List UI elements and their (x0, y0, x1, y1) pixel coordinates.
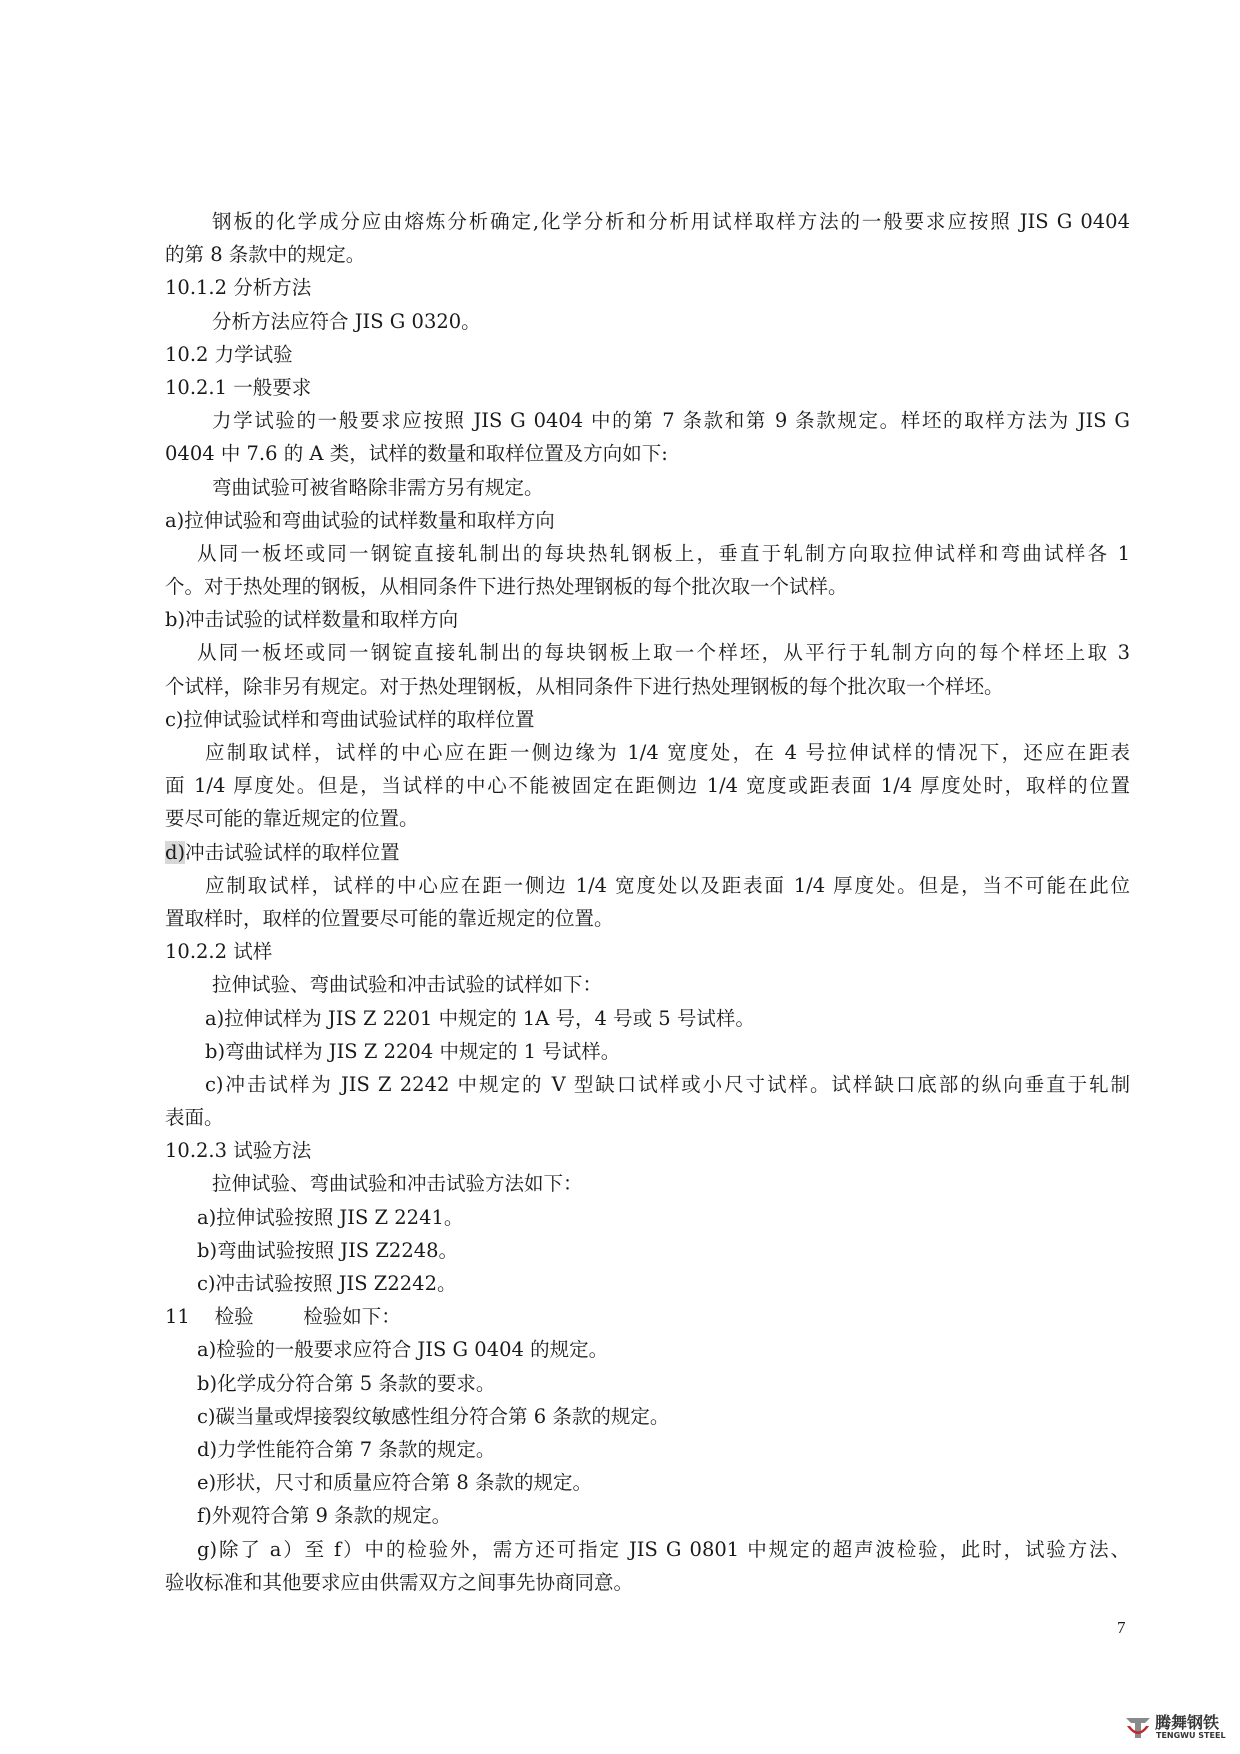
section-heading: 10.1.2 分析方法 (165, 276, 312, 300)
paragraph-line: 从同一板坯或同一钢锭直接轧制出的每块钢板上取一个样坯，从平行于轧制方向的每个样坯上取 3 (197, 641, 1130, 665)
paragraph-line: 的第 8 条款中的规定。 (165, 243, 366, 267)
list-heading (165, 836, 1130, 869)
list-heading: b)冲击试验的试样数量和取样方向 (165, 608, 459, 632)
section-heading: 10.2.1 一般要求 (165, 375, 312, 399)
list-item: a)检验的一般要求应符合 JIS G 0404 的规定。 (197, 1338, 609, 1362)
page-number: 7 (1117, 1618, 1126, 1637)
paragraph-line: 个。对于热处理的钢板，从相同条件下进行热处理钢板的每个批次取一个试样。 (165, 575, 848, 599)
list-item: b)弯曲试验按照 JIS Z2248。 (197, 1238, 459, 1262)
list-item: c)冲击试验按照 JIS Z2242。 (197, 1272, 457, 1295)
section-heading: 11 检验 检验如下： (165, 1305, 401, 1329)
paragraph-line: 弯曲试验可被省略除非需方另有规定。 (212, 475, 544, 499)
list-item: b)弯曲试样为 JIS Z 2204 中规定的 1 号试样。 (205, 1039, 621, 1063)
document-body (165, 205, 1130, 1599)
paragraph-line: 要尽可能的靠近规定的位置。 (165, 807, 419, 831)
paragraph-line: 拉伸试验、弯曲试验和冲击试验方法如下： (212, 1172, 583, 1196)
section-heading: 10.2 力学试验 (165, 342, 293, 366)
paragraph-line: 面 1/4 厚度处。但是，当试样的中心不能被固定在距侧边 1/4 宽度或距表面 1/4 厚度处时，取样的位置 (165, 774, 1130, 798)
logo-name-en: TENGWU STEEL (1156, 1731, 1226, 1740)
paragraph-line: 应制取试样，试样的中心应在距一侧边 1/4 宽度处以及距表面 1/4 厚度处。但是，当不可能在此位 (205, 873, 1130, 897)
tengwu-logo-icon (1123, 1712, 1153, 1742)
paragraph-line: 钢板的化学成分应由熔炼分析确定,化学分析和分析用试样取样方法的一般要求应按照 JIS G 0404 (212, 210, 1130, 233)
section-heading: 10.2.2 试样 (165, 940, 273, 964)
paragraph-line: 力学试验的一般要求应按照 JIS G 0404 中的第 7 条款和第 9 条款规定。样坯的取样方法为 JIS G (212, 409, 1130, 433)
section-heading: 10.2.3 试验方法 (165, 1139, 312, 1163)
logo-name-cn: 腾舞钢铁 (1155, 1713, 1220, 1732)
list-item: d)力学性能符合第 7 条款的规定。 (197, 1437, 496, 1461)
paragraph-line: 0404 中 7.6 的 A 类，试样的数量和取样位置及方向如下: (165, 442, 668, 466)
paragraph-line: 置取样时，取样的位置要尽可能的靠近规定的位置。 (165, 906, 614, 930)
list-item: f)外观符合第 9 条款的规定。 (197, 1504, 452, 1528)
company-logo (1123, 1710, 1235, 1746)
paragraph-line: 应制取试样，试样的中心应在距一侧边缘为 1/4 宽度处，在 4 号拉伸试样的情况下，还应在距表 (205, 741, 1130, 764)
list-item: c)碳当量或焊接裂纹敏感性组分符合第 6 条款的规定。 (197, 1404, 670, 1428)
list-item: g)除了 a）至 f）中的检验外，需方还可指定 JIS G 0801 中规定的超声波检验，此时，试验方法、 (197, 1537, 1130, 1561)
paragraph-line: 拉伸试验、弯曲试验和冲击试验的试样如下： (212, 973, 603, 997)
highlighted-marker: d) (165, 840, 186, 864)
paragraph-line: 验收标准和其他要求应由供需双方之间事先协商同意。 (165, 1570, 634, 1594)
list-item: a)拉伸试样为 JIS Z 2201 中规定的 1A 号，4 号或 5 号试样。 (205, 1006, 755, 1030)
list-heading-text: 冲击试验试样的取样位置 (185, 840, 400, 864)
list-item: a)拉伸试验按照 JIS Z 2241。 (197, 1205, 464, 1229)
list-item: c)冲击试样为 JIS Z 2242 中规定的 V 型缺口试样或小尺寸试样。试样缺口底部的纵向垂直于轧制 (205, 1072, 1130, 1096)
paragraph-line: 表面。 (165, 1106, 224, 1130)
paragraph-line: 分析方法应符合 JIS G 0320。 (212, 309, 481, 333)
list-item: e)形状，尺寸和质量应符合第 8 条款的规定。 (197, 1471, 592, 1495)
list-heading: a)拉伸试验和弯曲试验的试样数量和取样方向 (165, 508, 555, 532)
list-heading: c)拉伸试验试样和弯曲试验试样的取样位置 (165, 707, 535, 731)
paragraph-line: 从同一板坯或同一钢锭直接轧制出的每块热轧钢板上，垂直于轧制方向取拉伸试样和弯曲试样各 1 (197, 541, 1130, 565)
list-item: b)化学成分符合第 5 条款的要求。 (197, 1371, 496, 1395)
paragraph-line: 个试样，除非另有规定。对于热处理钢板，从相同条件下进行热处理钢板的每个批次取一个样坯。 (165, 674, 1004, 698)
